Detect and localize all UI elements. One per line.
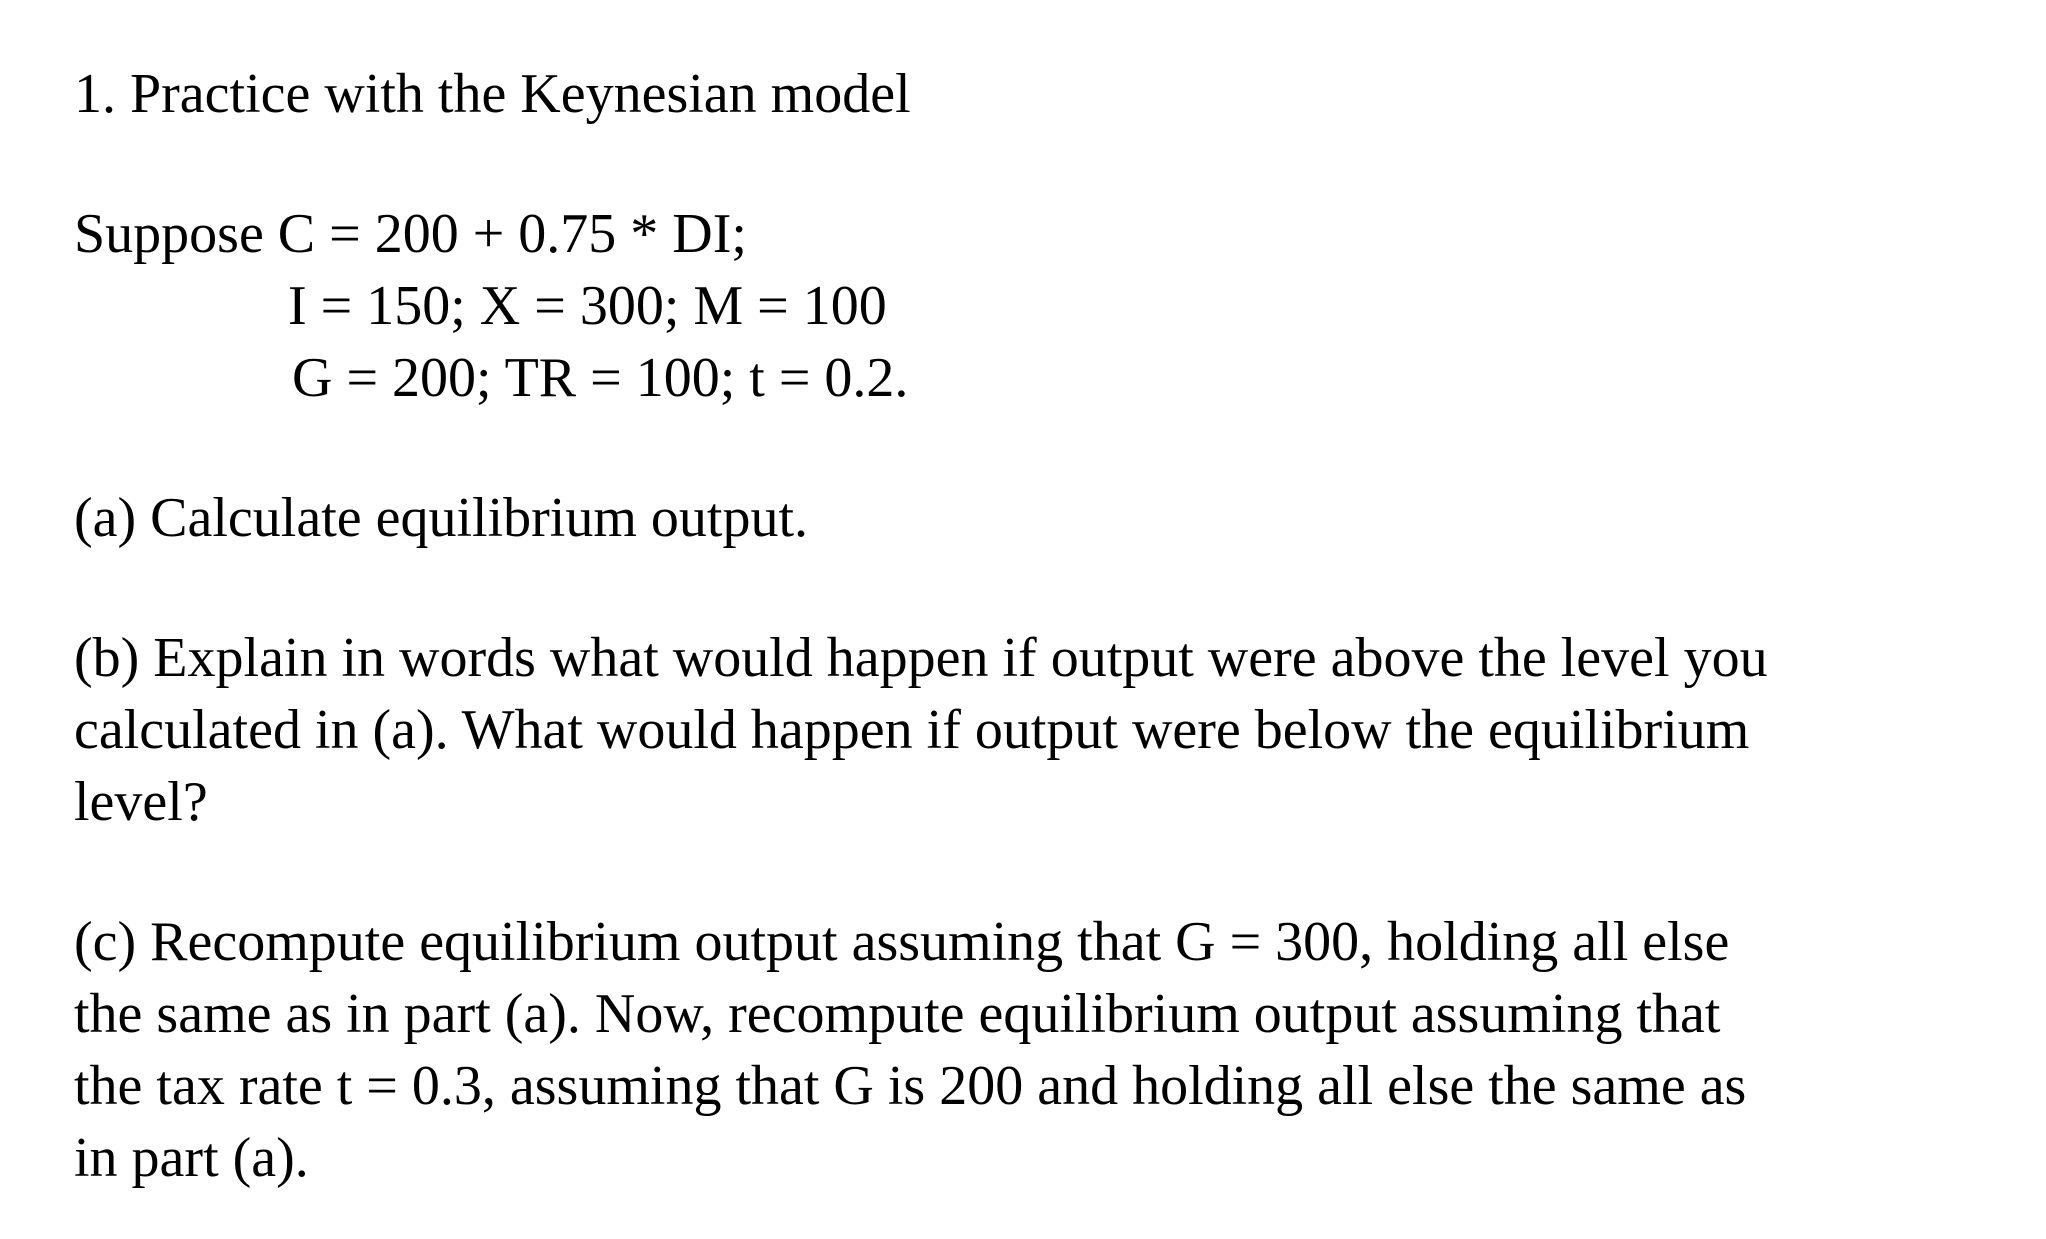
part-b-line: calculated in (a). What would happen if output were below the equilibrium — [74, 699, 1750, 761]
part-c-line: (c) Recompute equilibrium output assuming that G = 300, holding all else — [74, 911, 1730, 973]
part-a-line: (a) Calculate equilibrium output. — [74, 487, 809, 549]
model-setup — [74, 198, 2004, 414]
part-b-line: (b) Explain in words what would happen if output were above the level you — [74, 627, 1768, 689]
part-a — [74, 482, 1974, 554]
part-b — [74, 622, 1974, 838]
investment-exports-imports: I = 150; X = 300; M = 100 — [288, 275, 887, 337]
part-c-line: in part (a). — [74, 1127, 309, 1189]
part-b-line: level? — [74, 771, 208, 833]
problem-heading: 1. Practice with the Keynesian model — [74, 63, 911, 125]
part-c — [74, 906, 1974, 1194]
government-transfers-tax: G = 200; TR = 100; t = 0.2. — [292, 347, 909, 409]
consumption-function: Suppose C = 200 + 0.75 * DI; — [74, 203, 747, 265]
part-c-line: the tax rate t = 0.3, assuming that G is 200 and holding all else the same as — [74, 1055, 1747, 1117]
document-page — [74, 58, 2004, 1194]
part-c-line: the same as in part (a). Now, recompute equilibrium output assuming that — [74, 983, 1721, 1045]
